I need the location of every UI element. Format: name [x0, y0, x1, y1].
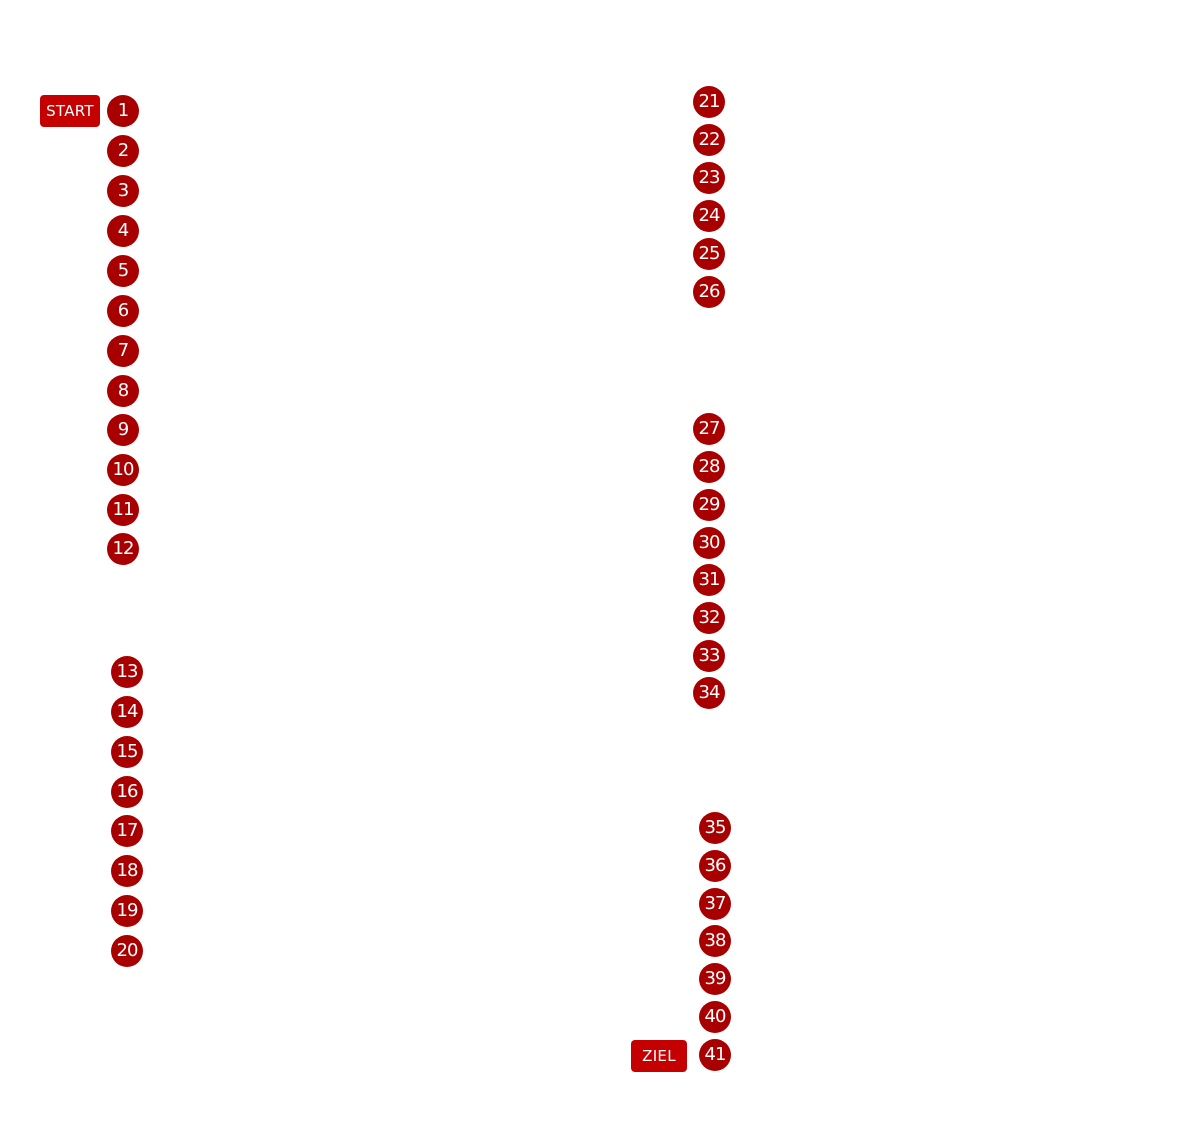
waypoint-marker: 24: [693, 200, 725, 232]
waypoint-marker: 7: [107, 335, 139, 367]
waypoint-marker: 32: [693, 602, 725, 634]
waypoint-marker: 13: [111, 656, 143, 688]
start-badge: START: [40, 95, 100, 127]
waypoint-marker: 18: [111, 855, 143, 887]
waypoint-marker: 22: [693, 124, 725, 156]
waypoint-marker: 9: [107, 414, 139, 446]
waypoint-marker: 25: [693, 238, 725, 270]
waypoint-marker: 15: [111, 736, 143, 768]
waypoint-marker: 23: [693, 162, 725, 194]
waypoint-marker: 21: [693, 86, 725, 118]
waypoint-marker: 10: [107, 454, 139, 486]
finish-badge: ZIEL: [631, 1040, 687, 1072]
waypoint-marker: 31: [693, 564, 725, 596]
waypoint-marker: 26: [693, 276, 725, 308]
waypoint-marker: 28: [693, 451, 725, 483]
waypoint-marker: 40: [699, 1001, 731, 1033]
waypoint-marker: 39: [699, 963, 731, 995]
waypoint-marker: 35: [699, 812, 731, 844]
waypoint-marker: 6: [107, 295, 139, 327]
waypoint-marker: 30: [693, 527, 725, 559]
waypoint-marker: 27: [693, 413, 725, 445]
waypoint-marker: 38: [699, 925, 731, 957]
waypoint-marker: 19: [111, 895, 143, 927]
waypoint-marker: 34: [693, 677, 725, 709]
waypoint-marker: 3: [107, 175, 139, 207]
waypoint-marker: 36: [699, 850, 731, 882]
waypoint-marker: 12: [107, 533, 139, 565]
waypoint-marker: 5: [107, 255, 139, 287]
waypoint-marker: 33: [693, 640, 725, 672]
waypoint-marker: 4: [107, 215, 139, 247]
waypoint-marker: 20: [111, 935, 143, 967]
waypoint-marker: 37: [699, 888, 731, 920]
waypoint-marker: 8: [107, 375, 139, 407]
waypoint-marker: 17: [111, 815, 143, 847]
waypoint-marker: 14: [111, 696, 143, 728]
waypoint-marker: 11: [107, 494, 139, 526]
waypoint-marker: 16: [111, 776, 143, 808]
waypoint-marker: 1: [107, 95, 139, 127]
waypoint-marker: 29: [693, 489, 725, 521]
waypoint-marker: 2: [107, 135, 139, 167]
waypoint-marker: 41: [699, 1039, 731, 1071]
